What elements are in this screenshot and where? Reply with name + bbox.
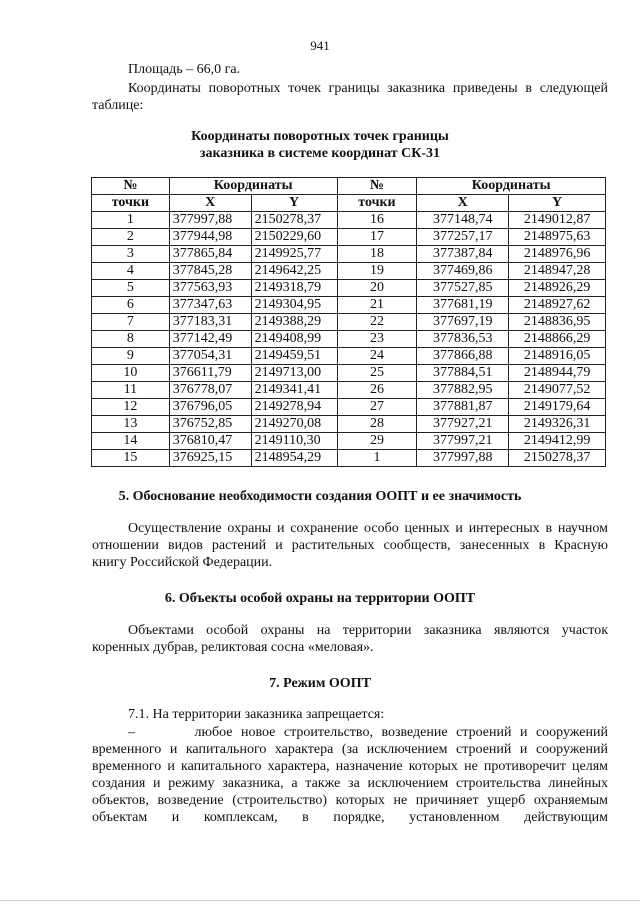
point-number: 2: [92, 229, 170, 246]
x-value: 377927,21: [417, 416, 509, 433]
y-value: 2150278,37: [509, 450, 606, 467]
x-value: 377884,51: [417, 365, 509, 382]
point-number: 6: [92, 297, 170, 314]
y-value: 2149012,87: [509, 212, 606, 229]
point-number: 5: [92, 280, 170, 297]
point-number: 11: [92, 382, 170, 399]
point-number: 7: [92, 314, 170, 331]
y-value: 2148975,63: [509, 229, 606, 246]
table-row: [92, 331, 606, 348]
col-x-header: X: [169, 195, 251, 212]
table-row: [92, 229, 606, 246]
coordinates-table: [91, 177, 606, 467]
x-value: 377881,87: [417, 399, 509, 416]
col-num-header: №: [337, 178, 417, 195]
y-value: 2150278,37: [251, 212, 337, 229]
page-number: 941: [310, 38, 330, 53]
table-title-line-2: заказника в системе координат СК-31: [199, 146, 441, 161]
point-number: 29: [337, 433, 417, 450]
point-number: 19: [337, 263, 417, 280]
y-value: 2148836,95: [509, 314, 606, 331]
x-value: 376611,79: [169, 365, 251, 382]
point-number: 17: [337, 229, 417, 246]
section-6-line-1: Объектами особой охраны на территории заказника являются участок: [128, 623, 608, 638]
section-7-subheading: 7.1. На территории заказника запрещается:: [128, 707, 385, 722]
table-row: [92, 450, 606, 467]
y-value: 2148944,79: [509, 365, 606, 382]
x-value: 377836,53: [417, 331, 509, 348]
y-value: 2149179,64: [509, 399, 606, 416]
y-value: 2148954,29: [251, 450, 337, 467]
x-value: 377527,85: [417, 280, 509, 297]
y-value: 2149642,25: [251, 263, 337, 280]
x-value: 377944,98: [169, 229, 251, 246]
table-row: [92, 263, 606, 280]
point-number: 26: [337, 382, 417, 399]
x-value: 377866,88: [417, 348, 509, 365]
x-value: 377347,63: [169, 297, 251, 314]
point-number: 28: [337, 416, 417, 433]
table-row: [92, 382, 606, 399]
section-7-line-5: объектов, возведение (строительство) которых не причиняет ущерб охраняемым: [92, 793, 608, 808]
x-value: 377257,17: [417, 229, 509, 246]
col-num-subheader: точки: [337, 195, 417, 212]
x-value: 377054,31: [169, 348, 251, 365]
table-row: [92, 433, 606, 450]
y-value: 2148947,28: [509, 263, 606, 280]
section-7-line-2: временного и капитального характера (за исключением строений и сооружений: [92, 742, 608, 757]
y-value: 2149270,08: [251, 416, 337, 433]
y-value: 2149408,99: [251, 331, 337, 348]
x-value: 377997,21: [417, 433, 509, 450]
table-row: [92, 212, 606, 229]
x-value: 377142,49: [169, 331, 251, 348]
point-number: 8: [92, 331, 170, 348]
x-value: 377697,19: [417, 314, 509, 331]
point-number: 24: [337, 348, 417, 365]
x-value: 377387,84: [417, 246, 509, 263]
intro-line-2: таблице:: [92, 98, 144, 113]
x-value: 377469,86: [417, 263, 509, 280]
col-num-header: №: [92, 178, 170, 195]
x-value: 376925,15: [169, 450, 251, 467]
y-value: 2149326,31: [509, 416, 606, 433]
section-6-heading: 6. Объекты особой охраны на территории ООПТ: [164, 591, 476, 606]
table-row: [92, 348, 606, 365]
y-value: 2149459,51: [251, 348, 337, 365]
table-title-line-1: Координаты поворотных точек границы: [191, 129, 449, 144]
col-y-header: Y: [509, 195, 606, 212]
point-number: 1: [92, 212, 170, 229]
point-number: 12: [92, 399, 170, 416]
point-number: 15: [92, 450, 170, 467]
col-x-header: X: [417, 195, 509, 212]
point-number: 4: [92, 263, 170, 280]
point-number: 14: [92, 433, 170, 450]
section-5-line-1: Осуществление охраны и сохранение особо ценных и интересных в научном: [128, 521, 608, 536]
page-edge-rule: [0, 900, 640, 901]
x-value: 377882,95: [417, 382, 509, 399]
point-number: 27: [337, 399, 417, 416]
x-value: 377681,19: [417, 297, 509, 314]
table-body: [92, 212, 606, 467]
y-value: 2149925,77: [251, 246, 337, 263]
y-value: 2149388,29: [251, 314, 337, 331]
x-value: 377148,74: [417, 212, 509, 229]
y-value: 2148976,96: [509, 246, 606, 263]
point-number: 10: [92, 365, 170, 382]
col-coords-header: Координаты: [169, 178, 337, 195]
y-value: 2149412,99: [509, 433, 606, 450]
table-row: [92, 365, 606, 382]
table-header-row: [92, 178, 606, 195]
table-row: [92, 416, 606, 433]
y-value: 2149318,79: [251, 280, 337, 297]
y-value: 2149304,95: [251, 297, 337, 314]
x-value: 377865,84: [169, 246, 251, 263]
section-7-line-4: создания и режиму заказника, а также за исключением строительства линейных: [92, 776, 608, 791]
section-7-line-3: временного и капитального характера, назначение которых не противоречит целям: [92, 759, 608, 774]
y-value: 2149110,30: [251, 433, 337, 450]
y-value: 2148927,62: [509, 297, 606, 314]
section-7-heading: 7. Режим ООПТ: [269, 676, 371, 691]
x-value: 376752,85: [169, 416, 251, 433]
point-number: 23: [337, 331, 417, 348]
intro-line-1: Координаты поворотных точек границы заказника приведены в следующей: [128, 81, 608, 96]
x-value: 376810,47: [169, 433, 251, 450]
y-value: 2149713,00: [251, 365, 337, 382]
table-row: [92, 297, 606, 314]
point-number: 1: [337, 450, 417, 467]
x-value: 376796,05: [169, 399, 251, 416]
section-5-heading: 5. Обоснование необходимости создания ООПТ и ее значимость: [118, 489, 522, 504]
point-number: 22: [337, 314, 417, 331]
point-number: 18: [337, 246, 417, 263]
section-5-line-2: отношении видов растений и растительных сообществ, занесенных в Красную: [92, 538, 608, 553]
point-number: 20: [337, 280, 417, 297]
y-value: 2148926,29: [509, 280, 606, 297]
x-value: 377563,93: [169, 280, 251, 297]
y-value: 2150229,60: [251, 229, 337, 246]
table-row: [92, 246, 606, 263]
point-number: 9: [92, 348, 170, 365]
y-value: 2149278,94: [251, 399, 337, 416]
point-number: 25: [337, 365, 417, 382]
x-value: 377845,28: [169, 263, 251, 280]
y-value: 2149341,41: [251, 382, 337, 399]
col-num-subheader: точки: [92, 195, 170, 212]
table-row: [92, 314, 606, 331]
x-value: 377183,31: [169, 314, 251, 331]
y-value: 2149077,52: [509, 382, 606, 399]
y-value: 2148866,29: [509, 331, 606, 348]
section-7-line-6: объектам и комплексам, в порядке, установленном действующим: [92, 810, 608, 825]
table-row: [92, 280, 606, 297]
table-row: [92, 399, 606, 416]
y-value: 2148916,05: [509, 348, 606, 365]
section-6-line-2: коренных дубрав, реликтовая сосна «меловая».: [92, 640, 374, 655]
area-text: Площадь – 66,0 га.: [128, 62, 241, 77]
x-value: 377997,88: [417, 450, 509, 467]
point-number: 13: [92, 416, 170, 433]
point-number: 3: [92, 246, 170, 263]
section-7-line-1: – любое новое строительство, возведение строений и сооружений: [128, 725, 608, 740]
point-number: 16: [337, 212, 417, 229]
x-value: 376778,07: [169, 382, 251, 399]
point-number: 21: [337, 297, 417, 314]
table-subheader-row: [92, 195, 606, 212]
col-y-header: Y: [251, 195, 337, 212]
col-coords-header: Координаты: [417, 178, 606, 195]
x-value: 377997,88: [169, 212, 251, 229]
section-5-line-3: книгу Российской Федерации.: [92, 555, 273, 570]
